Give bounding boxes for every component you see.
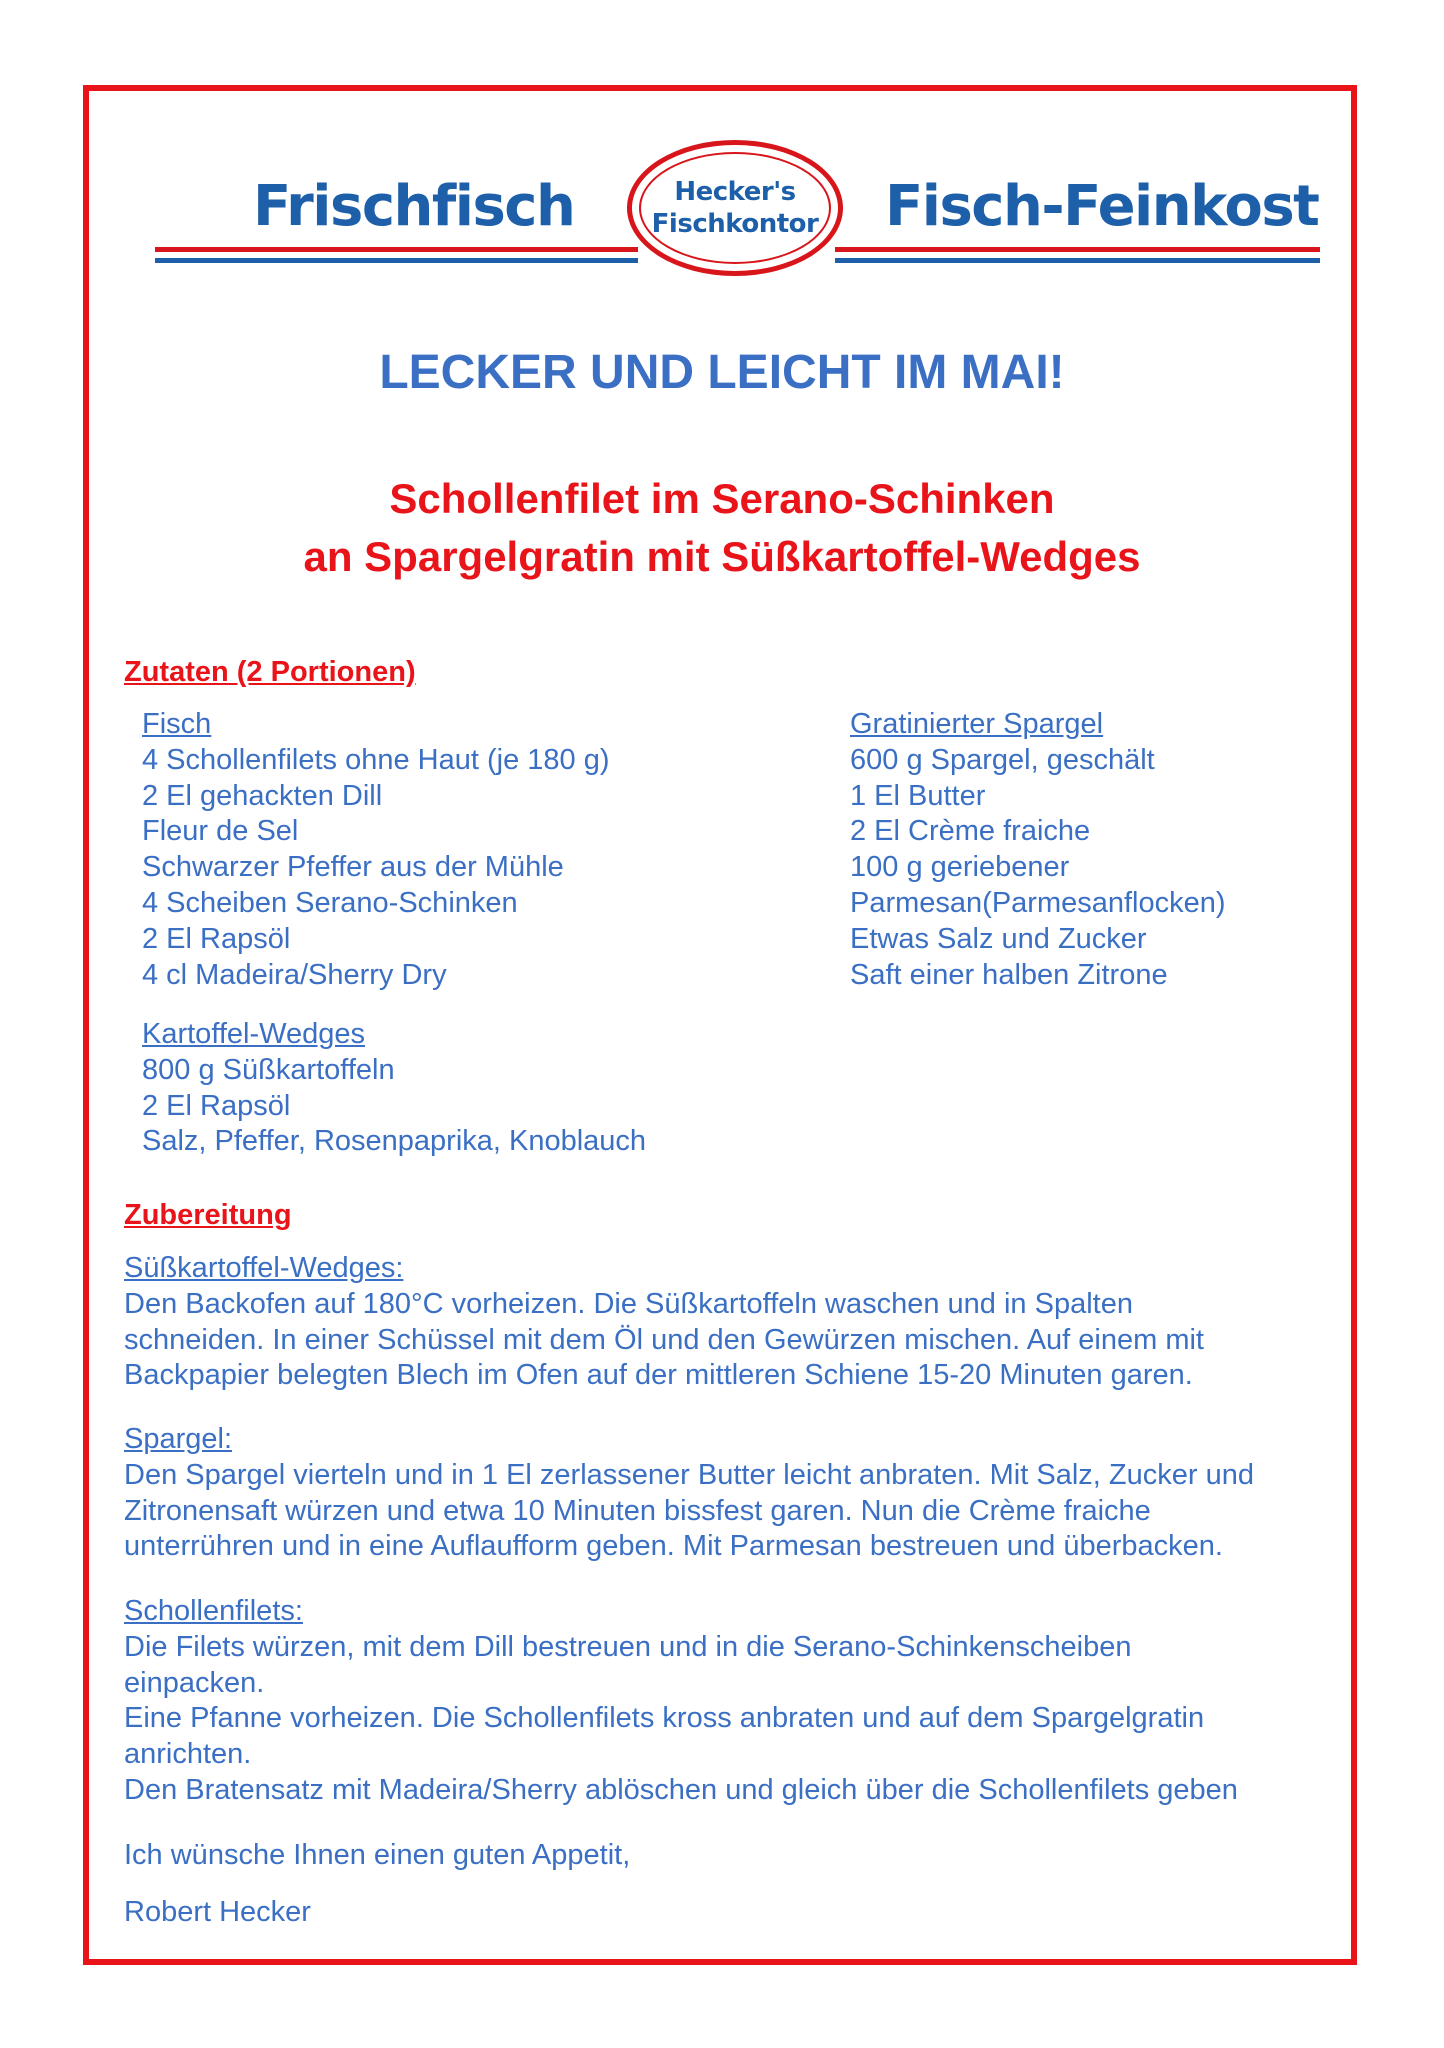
ingredient-item: 800 g Süßkartoffeln <box>142 1053 395 1086</box>
preparation-line: schneiden. In einer Schüssel mit dem Öl und den Gewürzen mischen. Auf einem mit <box>124 1323 1204 1356</box>
preparation-plaice-label: Schollenfilets: <box>124 1595 303 1627</box>
ingredients-asparagus-list <box>850 707 1226 993</box>
ingredient-item: Fleur de Sel <box>142 815 299 848</box>
logo-stripe-blue-right <box>835 258 1320 263</box>
company-logo <box>155 130 1320 280</box>
preparation-wedges <box>124 1251 1354 1394</box>
ingredients-heading: Zutaten (2 Portionen) <box>124 656 416 688</box>
preparation-line: Eine Pfanne vorheizen. Die Schollenfilets kross anbraten und auf dem Spargelgratin <box>124 1702 1205 1735</box>
logo-stripe-red-left <box>155 247 638 252</box>
recipe-title-line2: an Spargelgratin mit Süßkartoffel-Wedges <box>303 533 1141 580</box>
ingredient-item: 2 El Rapsöl <box>142 1089 291 1122</box>
ingredient-item: Parmesan(Parmesanflocken) <box>850 886 1226 919</box>
preparation-line: einpacken. <box>124 1666 265 1699</box>
ingredients-fish-list <box>142 707 610 993</box>
ingredient-item: 600 g Spargel, geschält <box>850 743 1155 776</box>
preparation-plaice <box>124 1594 1354 1809</box>
preparation-line: anrichten. <box>124 1738 252 1771</box>
preparation-line: unterrühren und in eine Auflaufform geben. Mit Parmesan bestreuen und überbacken. <box>124 1530 1223 1563</box>
ingredient-item: 100 g geriebener <box>850 851 1070 884</box>
ingredient-item: Schwarzer Pfeffer aus der Mühle <box>142 851 564 884</box>
preparation-asparagus-label: Spargel: <box>124 1423 233 1455</box>
preparation-line: Den Backofen auf 180°C vorheizen. Die Süßkartoffeln waschen und in Spalten <box>124 1287 1133 1320</box>
logo-word-frischfisch: Frischfisch <box>253 174 575 239</box>
ingredient-item: 2 El Rapsöl <box>142 922 291 955</box>
preparation-line: Backpapier belegten Blech im Ofen auf der mittleren Schiene 15-20 Minuten garen. <box>124 1359 1193 1392</box>
ingredient-item: 2 El gehackten Dill <box>142 779 383 812</box>
logo-word-fisch-feinkost: Fisch-Feinkost <box>885 174 1319 239</box>
ingredient-item: 4 Scheiben Serano-Schinken <box>142 886 518 919</box>
preparation-line: Den Spargel vierteln und in 1 El zerlassener Butter leicht anbraten. Mit Salz, Zucker und <box>124 1458 1254 1491</box>
ingredients-fish-label: Fisch <box>142 708 212 740</box>
signature: Robert Hecker <box>124 1896 311 1928</box>
ingredients-wedges-list <box>142 1017 646 1160</box>
ingredient-item: Etwas Salz und Zucker <box>850 922 1147 955</box>
ingredients-asparagus-label: Gratinierter Spargel <box>850 708 1104 740</box>
page-title: LECKER UND LEICHT IM MAI! <box>379 346 1065 399</box>
ingredient-item: 4 cl Madeira/Sherry Dry <box>142 958 447 991</box>
ingredient-item: Salz, Pfeffer, Rosenpaprika, Knoblauch <box>142 1125 647 1158</box>
preparation-line: Die Filets würzen, mit dem Dill bestreuen und in die Serano-Schinkenscheiben <box>124 1630 1132 1663</box>
ingredients-wedges-label: Kartoffel-Wedges <box>142 1018 365 1050</box>
logo-stripe-red-right <box>835 247 1320 252</box>
logo-oval-badge <box>627 140 843 276</box>
preparation-line: Zitronensaft würzen und etwa 10 Minuten bissfest garen. Nun die Crème fraiche <box>124 1494 1151 1527</box>
ingredient-item: 1 El Butter <box>850 779 986 812</box>
preparation-heading: Zubereitung <box>124 1199 292 1231</box>
preparation-wedges-label: Süßkartoffel-Wedges: <box>124 1252 404 1284</box>
preparation-asparagus <box>124 1422 1354 1565</box>
recipe-title-line1: Schollenfilet im Serano-Schinken <box>389 475 1055 522</box>
ingredient-item: 2 El Crème fraiche <box>850 815 1091 848</box>
closing-greeting: Ich wünsche Ihnen einen guten Appetit, <box>124 1839 631 1871</box>
logo-oval-line2: Fischkontor <box>651 209 819 239</box>
ingredient-item: Saft einer halben Zitrone <box>850 958 1168 991</box>
ingredient-item: 4 Schollenfilets ohne Haut (je 180 g) <box>142 743 610 776</box>
logo-oval-line1: Hecker's <box>674 177 796 207</box>
logo-stripe-blue-left <box>155 258 638 263</box>
preparation-line: Den Bratensatz mit Madeira/Sherry ablöschen und gleich über die Schollenfilets geben <box>124 1773 1238 1806</box>
